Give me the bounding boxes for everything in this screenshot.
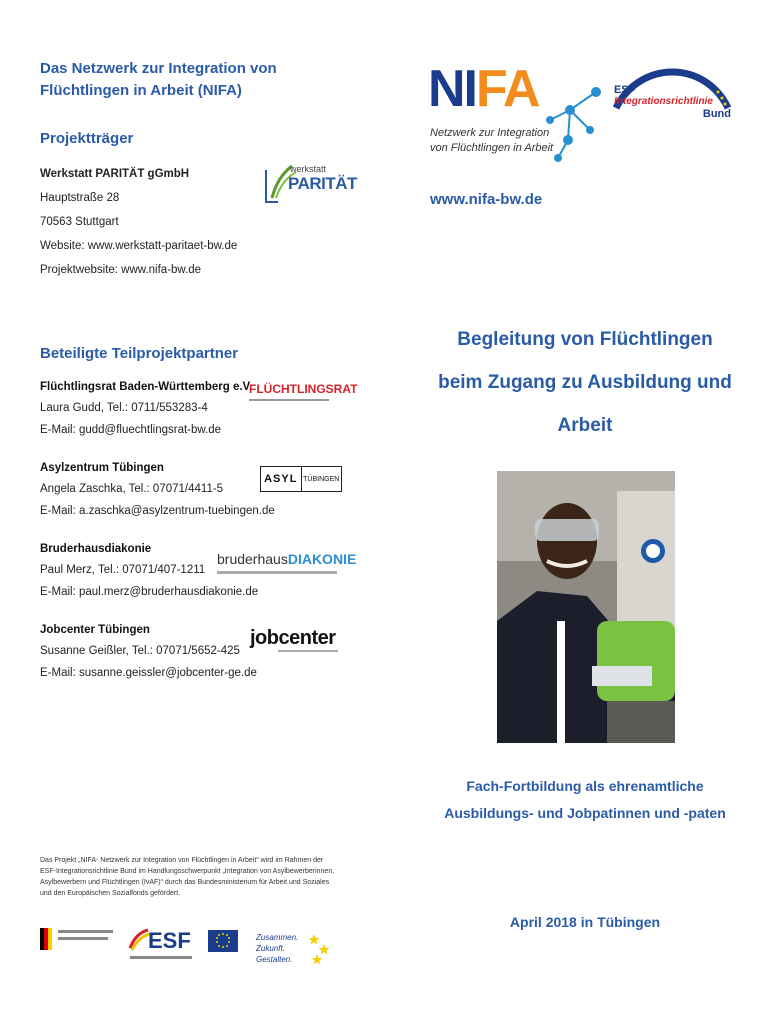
- subtitle-line1: Fach-Fortbildung als ehrenamtliche: [466, 778, 704, 794]
- nifa-logo-text: NIFA: [428, 60, 539, 118]
- jobcenter-logo-text: jobcenter: [250, 626, 336, 649]
- website: Website: www.werkstatt-paritaet-bw.de: [40, 240, 238, 252]
- nifa-url-link[interactable]: www.nifa-bw.de: [430, 191, 543, 208]
- zusammen-logo: [256, 932, 331, 972]
- partners-heading: Beteiligte Teilprojektpartner: [40, 345, 239, 362]
- partner-item: [40, 381, 260, 436]
- partner-email: E-Mail: paul.merz@bruderhausdiakonie.de: [40, 586, 259, 598]
- nifa-tagline-1: Netzwerk zur Integration: [430, 127, 550, 139]
- bruderhaus-logo: [217, 546, 357, 578]
- partner-name: Bruderhausdiakonie: [40, 543, 152, 555]
- esf-bund-1: ESF: [614, 84, 636, 96]
- jobcenter-logo: [250, 624, 340, 654]
- asyl-logo: [260, 466, 342, 492]
- partner-phone: Susanne Geißler, Tel.: 07071/5652-425: [40, 645, 240, 657]
- event-date: April 2018 in Tübingen: [509, 914, 661, 930]
- stars-icon: [308, 932, 330, 968]
- logo-rule: [249, 399, 329, 401]
- partner-phone: Paul Merz, Tel.: 07071/407-1211: [40, 564, 206, 576]
- logo-rule: [130, 956, 192, 959]
- fluechtlingsrat-logo: [245, 374, 358, 408]
- logo-rule: [278, 650, 338, 652]
- logo-rule: [58, 937, 108, 940]
- partner-email: E-Mail: gudd@fluechtlingsrat-bw.de: [40, 424, 222, 436]
- esf-bund-logo: [610, 58, 735, 133]
- werkstatt-paritaet-logo: [262, 162, 357, 208]
- subtitle: [405, 773, 765, 827]
- title-line2: beim Zugang zu Ausbildung und: [438, 372, 732, 393]
- eagle-icon: [40, 928, 54, 950]
- partner-item: [40, 624, 280, 679]
- zusammen-line3: Gestalten.: [256, 955, 293, 964]
- werkstatt-logo-main: PARITÄT: [288, 174, 357, 193]
- asyl-logo-right: TÜBINGEN: [303, 475, 340, 483]
- zusammen-line2: Zukunft.: [256, 944, 285, 953]
- main-title: [400, 318, 770, 447]
- esf-bund-3: Bund: [702, 108, 731, 120]
- partner-email: E-Mail: a.zaschka@asylzentrum-tuebingen.de: [40, 505, 275, 517]
- street: Hauptstraße 28: [40, 192, 120, 204]
- org-name: Werkstatt PARITÄT gGmbH: [40, 168, 190, 180]
- nifa-logo: [428, 60, 608, 170]
- esf-bund-2: Integrationsrichtlinie: [614, 96, 713, 107]
- bruderhaus-logo-text: bruderhausDIAKONIE: [217, 550, 357, 567]
- esf-swoosh-icon: [128, 928, 150, 952]
- partner-item: [40, 462, 280, 517]
- title-line1: Begleitung von Flüchtlingen: [457, 329, 713, 350]
- subtitle-line2: Ausbildungs- und Jobpatinnen und -paten: [444, 805, 726, 821]
- werkstatt-logo-top: werkstatt: [290, 164, 327, 174]
- photo-trainee: [497, 471, 675, 743]
- esf-logo: [128, 928, 198, 966]
- eu-flag-icon: [208, 930, 238, 952]
- logo-rule: [217, 571, 337, 574]
- nifa-tagline: [430, 126, 553, 156]
- intro-title-line1: Das Netzwerk zur Integration von: [40, 60, 277, 77]
- title-line3: Arbeit: [557, 415, 613, 436]
- partner-name: Flüchtlingsrat Baden-Württemberg e.V.: [40, 381, 253, 393]
- footnote: Das Projekt „NIFA- Netzwerk zur Integration von Flüchtlingen in Arbeit“ wird im Rahmen der ESF-Integrationsrichtlinie Bund im Handlungsschwerpunkt „Integration von Asylbewerberinnen, Asylbewerbern und Flüchtlingen (IvAF)“ durch das Bundesministerium für Arbeit und Soziales und den Europäischen Sozialfonds gefördert.: [40, 857, 335, 897]
- partner-name: Asylzentrum Tübingen: [40, 462, 164, 474]
- fluechtlingsrat-logo-text: FLÜCHTLINGSRAT: [249, 381, 358, 396]
- asyl-logo-text: ASYL: [264, 473, 298, 485]
- partner-email: E-Mail: susanne.geissler@jobcenter-ge.de: [40, 667, 257, 679]
- partner-name: Jobcenter Tübingen: [40, 624, 150, 636]
- project-website: Projektwebsite: www.nifa-bw.de: [40, 264, 202, 276]
- zusammen-line1: Zusammen.: [256, 933, 299, 942]
- city: 70563 Stuttgart: [40, 216, 119, 228]
- intro-title: [40, 58, 300, 102]
- nifa-tagline-2: von Flüchtlingen in Arbeit: [430, 142, 554, 154]
- partner-phone: Angela Zaschka, Tel.: 07071/4411-5: [40, 483, 224, 495]
- projekttraeger-heading: Projektträger: [40, 130, 134, 147]
- bmas-logo: [40, 928, 115, 958]
- partner-phone: Laura Gudd, Tel.: 0711/553283-4: [40, 402, 208, 414]
- intro-title-line2: Flüchtlingen in Arbeit (NIFA): [40, 82, 242, 99]
- diakonie-text: DIAKONIE: [287, 550, 357, 567]
- logo-rule: [58, 930, 113, 933]
- esf-logo-text: ESF: [148, 928, 191, 953]
- projekttraeger-block: [40, 162, 280, 282]
